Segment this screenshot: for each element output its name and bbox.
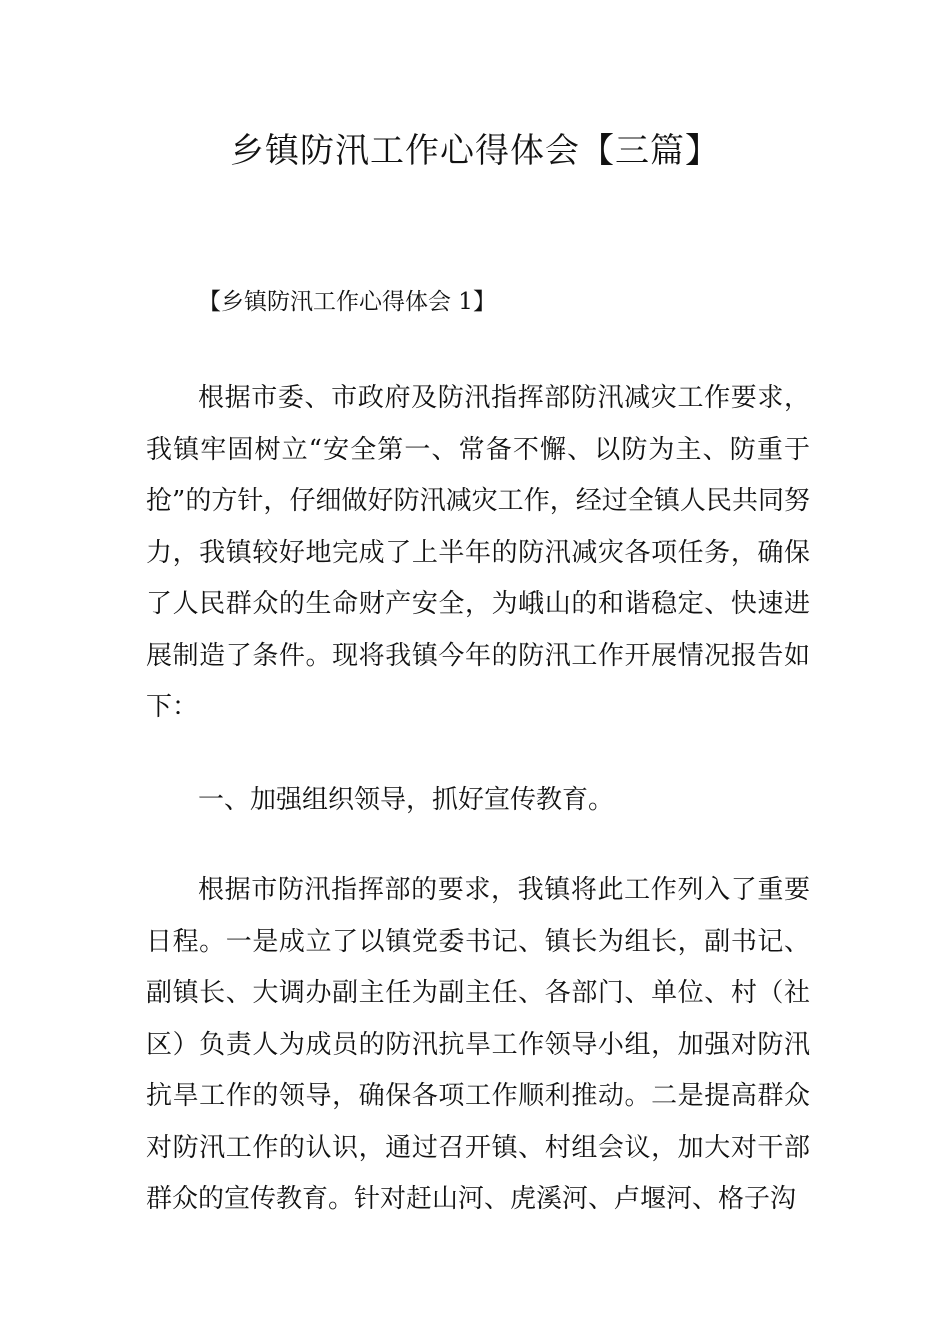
document-title: 乡镇防汛工作心得体会【三篇】 (230, 131, 720, 171)
paragraph-subheading-one: 一、加强组织领导，抓好宣传教育。 (198, 785, 615, 815)
paragraph-intro: 根据市委、市政府及防汛指挥部防汛减灾工作要求，我镇牢固树立“安全第一、常备不懈、以防为主、防重于抢”的方针，仔细做好防汛减灾工作，经过全镇人民共同努力，我镇较好地完成了上半年的防汛减灾各项任务，确保了人民群众的生命财产安全，为峨山的和谐稳定、快速进展制造了条件。现将我镇今年的防汛工作开展情况报告如下： (146, 383, 810, 722)
section-heading: 【乡镇防汛工作心得体会 1】 (198, 289, 496, 315)
paragraph-organization: 根据市防汛指挥部的要求，我镇将此工作列入了重要日程。一是成立了以镇党委书记、镇长为组长，副书记、副镇长、大调办副主任为副主任、各部门、单位、村（社区）负责人为成员的防汛抗旱工作领导小组，加强对防汛抗旱工作的领导，确保各项工作顺利推动。二是提高群众对防汛工作的认识，通过召开镇、村组会议，加大对干部群众的宣传教育。针对赶山河、虎溪河、卢堰河、格子沟 (146, 875, 810, 1214)
